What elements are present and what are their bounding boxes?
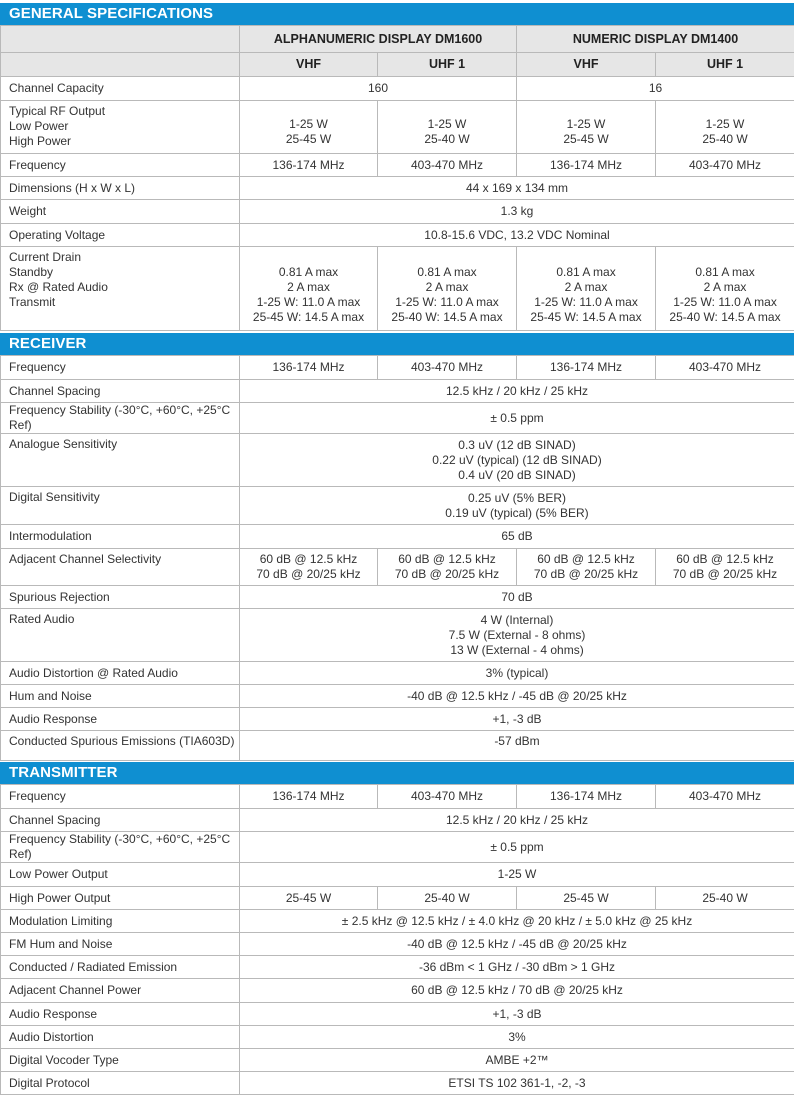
table-row <box>1 154 794 177</box>
table-row <box>1 1049 794 1072</box>
row-label: Frequency <box>1 356 240 380</box>
cell-value: -36 dBm < 1 GHz / -30 dBm > 1 GHz <box>240 956 794 979</box>
cell-value: 1-25 W 25-45 W <box>240 101 378 154</box>
row-label: Adjacent Channel Selectivity <box>1 549 240 586</box>
row-label: Intermodulation <box>1 525 240 549</box>
row-label: Channel Capacity <box>1 77 240 101</box>
cell-value: 44 x 169 x 134 mm <box>240 177 794 200</box>
row-label: Spurious Rejection <box>1 586 240 609</box>
cell-value: 65 dB <box>240 525 794 549</box>
cell-value: 403-470 MHz <box>378 356 517 380</box>
table-row <box>1 224 794 247</box>
cell-value: 3% (typical) <box>240 662 794 685</box>
cell-value: 70 dB <box>240 586 794 609</box>
section-transmitter: TRANSMITTER <box>0 762 794 784</box>
row-label: Audio Response <box>1 1003 240 1026</box>
header-vhf: VHF <box>240 53 378 77</box>
table-row <box>1 380 794 403</box>
header-numeric: NUMERIC DISPLAY DM1400 <box>517 26 794 53</box>
cell-value: 1-25 W 25-45 W <box>517 101 656 154</box>
table-row <box>1 403 794 434</box>
table-row <box>1 979 794 1003</box>
row-label: Frequency Stability (-30°C, +60°C, +25°C Ref) <box>1 832 240 863</box>
table-row <box>1 708 794 731</box>
cell-value: 16 <box>517 77 794 101</box>
cell-value: 160 <box>240 77 517 101</box>
cell-value: 136-174 MHz <box>240 356 378 380</box>
table-row <box>1 832 794 863</box>
cell-value: 25-40 W <box>656 887 794 910</box>
cell-value: 25-45 W <box>240 887 378 910</box>
row-label: Digital Sensitivity <box>1 487 240 525</box>
table-row <box>1 1026 794 1049</box>
row-label: Dimensions (H x W x L) <box>1 177 240 200</box>
row-label: High Power Output <box>1 887 240 910</box>
band-header-row <box>1 53 794 77</box>
cell-value: 136-174 MHz <box>240 785 378 809</box>
cell-value: +1, -3 dB <box>240 708 794 731</box>
header-uhf: UHF 1 <box>656 53 794 77</box>
row-label: Digital Vocoder Type <box>1 1049 240 1072</box>
table-row <box>1 956 794 979</box>
row-label: Modulation Limiting <box>1 910 240 933</box>
cell-value: 60 dB @ 12.5 kHz 70 dB @ 20/25 kHz <box>656 549 794 586</box>
cell-value: 0.81 A max 2 A max 1-25 W: 11.0 A max 25-45 W: 14.5 A max <box>517 247 656 331</box>
cell-value: 0.81 A max 2 A max 1-25 W: 11.0 A max 25-40 W: 14.5 A max <box>656 247 794 331</box>
cell-value: 60 dB @ 12.5 kHz 70 dB @ 20/25 kHz <box>378 549 517 586</box>
cell-value: 136-174 MHz <box>240 154 378 177</box>
cell-value: 403-470 MHz <box>656 356 794 380</box>
table-row <box>1 785 794 809</box>
cell-value: ± 0.5 ppm <box>240 403 794 434</box>
table-row <box>1 247 794 331</box>
cell-value: 136-174 MHz <box>517 154 656 177</box>
row-label: Audio Response <box>1 708 240 731</box>
model-header-row <box>1 26 794 53</box>
row-label: Analogue Sensitivity <box>1 434 240 487</box>
row-label: Channel Spacing <box>1 809 240 832</box>
header-uhf: UHF 1 <box>378 53 517 77</box>
cell-value: ± 0.5 ppm <box>240 832 794 863</box>
row-label: Current Drain Standby Rx @ Rated Audio Transmit <box>1 247 240 331</box>
general-spec-table <box>0 25 794 331</box>
cell-value: 1-25 W 25-40 W <box>378 101 517 154</box>
cell-value: -40 dB @ 12.5 kHz / -45 dB @ 20/25 kHz <box>240 933 794 956</box>
table-row <box>1 1003 794 1026</box>
cell-value: 12.5 kHz / 20 kHz / 25 kHz <box>240 380 794 403</box>
cell-value: 1.3 kg <box>240 200 794 224</box>
table-row <box>1 685 794 708</box>
cell-value: 0.81 A max 2 A max 1-25 W: 11.0 A max 25-45 W: 14.5 A max <box>240 247 378 331</box>
table-row <box>1 809 794 832</box>
table-row <box>1 662 794 685</box>
header-blank <box>1 53 240 77</box>
cell-value: 136-174 MHz <box>517 785 656 809</box>
row-label: Frequency <box>1 154 240 177</box>
cell-value: 1-25 W 25-40 W <box>656 101 794 154</box>
cell-value: AMBE +2™ <box>240 1049 794 1072</box>
table-row <box>1 933 794 956</box>
cell-value: 403-470 MHz <box>378 785 517 809</box>
header-blank <box>1 26 240 53</box>
section-general-specifications: GENERAL SPECIFICATIONS <box>0 3 794 25</box>
table-row <box>1 77 794 101</box>
transmitter-spec-table <box>0 784 794 1095</box>
table-row <box>1 356 794 380</box>
cell-value: 12.5 kHz / 20 kHz / 25 kHz <box>240 809 794 832</box>
row-label: Weight <box>1 200 240 224</box>
row-label: Adjacent Channel Power <box>1 979 240 1003</box>
cell-value: 1-25 W <box>240 863 794 887</box>
table-row <box>1 487 794 525</box>
row-label: Digital Protocol <box>1 1072 240 1095</box>
row-label: Audio Distortion <box>1 1026 240 1049</box>
cell-value: ± 2.5 kHz @ 12.5 kHz / ± 4.0 kHz @ 20 kHz / ± 5.0 kHz @ 25 kHz <box>240 910 794 933</box>
table-row <box>1 910 794 933</box>
cell-value: 403-470 MHz <box>656 154 794 177</box>
row-label: Operating Voltage <box>1 224 240 247</box>
row-label: FM Hum and Noise <box>1 933 240 956</box>
cell-value: -40 dB @ 12.5 kHz / -45 dB @ 20/25 kHz <box>240 685 794 708</box>
row-label: Frequency <box>1 785 240 809</box>
table-row <box>1 200 794 224</box>
row-label: Conducted Spurious Emissions (TIA603D) <box>1 731 240 761</box>
table-row <box>1 549 794 586</box>
table-row <box>1 887 794 910</box>
row-label: Hum and Noise <box>1 685 240 708</box>
table-row <box>1 586 794 609</box>
table-row <box>1 731 794 761</box>
cell-value: 60 dB @ 12.5 kHz 70 dB @ 20/25 kHz <box>517 549 656 586</box>
header-alphanumeric: ALPHANUMERIC DISPLAY DM1600 <box>240 26 517 53</box>
cell-value: 25-45 W <box>517 887 656 910</box>
cell-value: 403-470 MHz <box>656 785 794 809</box>
header-vhf: VHF <box>517 53 656 77</box>
table-row <box>1 434 794 487</box>
table-row <box>1 101 794 154</box>
cell-value: +1, -3 dB <box>240 1003 794 1026</box>
cell-value: ETSI TS 102 361-1, -2, -3 <box>240 1072 794 1095</box>
row-label: Conducted / Radiated Emission <box>1 956 240 979</box>
section-receiver: RECEIVER <box>0 333 794 355</box>
cell-value: 10.8-15.6 VDC, 13.2 VDC Nominal <box>240 224 794 247</box>
row-label: Channel Spacing <box>1 380 240 403</box>
cell-value: 4 W (Internal) 7.5 W (External - 8 ohms) 13 W (External - 4 ohms) <box>240 609 794 662</box>
table-row <box>1 525 794 549</box>
row-label: Frequency Stability (-30°C, +60°C, +25°C Ref) <box>1 403 240 434</box>
cell-value: 25-40 W <box>378 887 517 910</box>
cell-value: 403-470 MHz <box>378 154 517 177</box>
table-row <box>1 177 794 200</box>
cell-value: 3% <box>240 1026 794 1049</box>
cell-value: 136-174 MHz <box>517 356 656 380</box>
cell-value: 60 dB @ 12.5 kHz / 70 dB @ 20/25 kHz <box>240 979 794 1003</box>
cell-value: 60 dB @ 12.5 kHz 70 dB @ 20/25 kHz <box>240 549 378 586</box>
cell-value: 0.3 uV (12 dB SINAD) 0.22 uV (typical) (12 dB SINAD) 0.4 uV (20 dB SINAD) <box>240 434 794 487</box>
row-label: Rated Audio <box>1 609 240 662</box>
row-label: Low Power Output <box>1 863 240 887</box>
cell-value: -57 dBm <box>240 731 794 761</box>
table-row <box>1 609 794 662</box>
table-row <box>1 863 794 887</box>
table-row <box>1 1072 794 1095</box>
row-label: Typical RF Output Low Power High Power <box>1 101 240 154</box>
receiver-spec-table <box>0 355 794 761</box>
row-label: Audio Distortion @ Rated Audio <box>1 662 240 685</box>
cell-value: 0.81 A max 2 A max 1-25 W: 11.0 A max 25-40 W: 14.5 A max <box>378 247 517 331</box>
cell-value: 0.25 uV (5% BER) 0.19 uV (typical) (5% BER) <box>240 487 794 525</box>
